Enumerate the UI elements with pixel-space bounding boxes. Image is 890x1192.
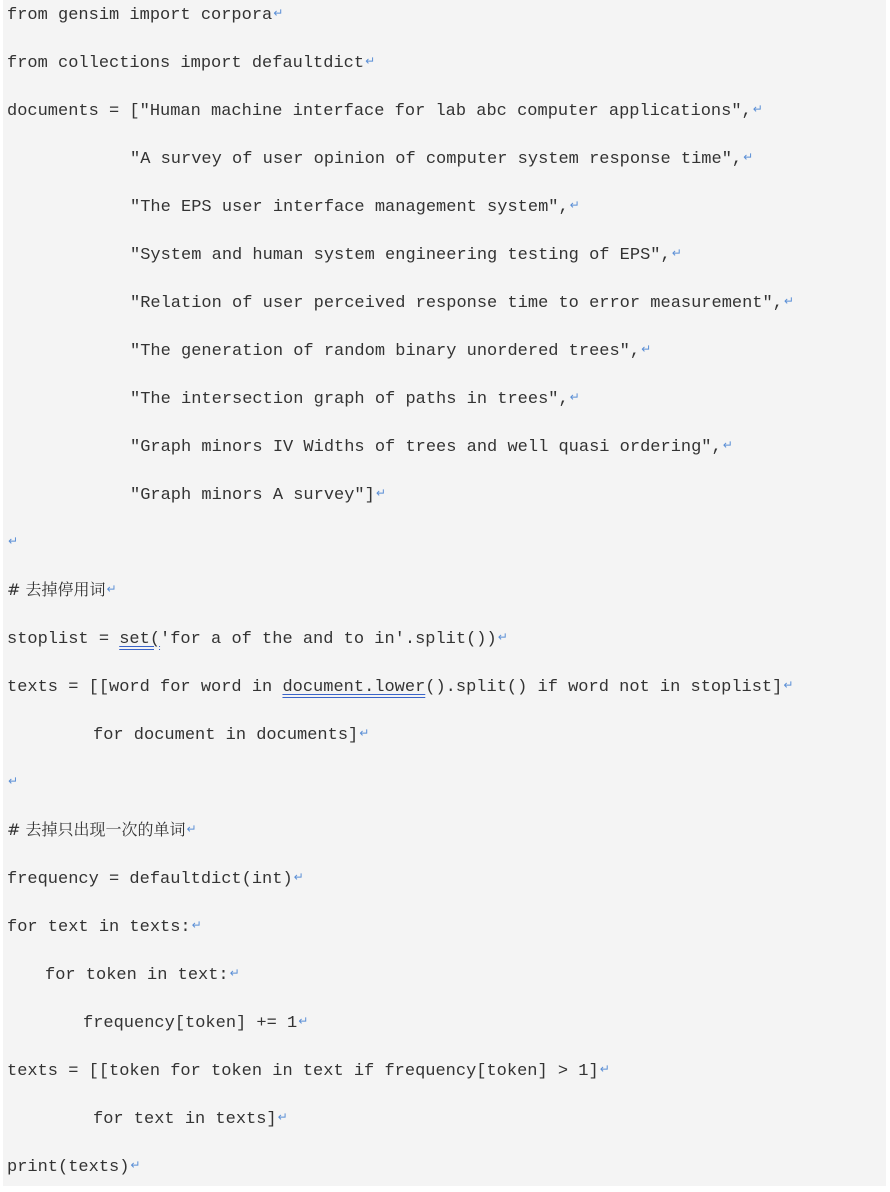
code-line — [93, 1105, 288, 1129]
line-text: for document in documents] — [93, 726, 359, 745]
line-text: "The generation of random binary unordered trees", — [130, 342, 641, 361]
paragraph-mark-icon: ↵ — [569, 198, 580, 212]
paragraph-mark-icon: ↵ — [229, 966, 240, 980]
paragraph-mark-icon: ↵ — [375, 486, 386, 500]
code-line — [130, 145, 753, 169]
line-text: "The intersection graph of paths in trees", — [130, 390, 569, 409]
code-line — [130, 337, 651, 361]
line-text: documents = ["Human machine interface for lab abc computer applications", — [7, 102, 752, 121]
code-line — [130, 385, 580, 409]
paragraph-mark-icon: ↵ — [191, 918, 202, 932]
code-line — [45, 961, 240, 985]
paragraph-mark-icon: ↵ — [783, 678, 794, 692]
paragraph-mark-icon: ↵ — [783, 294, 794, 308]
paragraph-mark-icon: ↵ — [298, 1014, 309, 1028]
line-text: "The EPS user interface management system", — [130, 198, 569, 217]
code-line — [130, 433, 733, 457]
comment-line — [7, 577, 117, 601]
paragraph-mark-icon: ↵ — [8, 774, 19, 788]
blank-line — [7, 529, 18, 553]
line-text: "A survey of user opinion of computer system response time", — [130, 150, 743, 169]
code-line — [7, 49, 375, 73]
line-text: from collections import defaultdict — [7, 54, 365, 73]
comment-line — [7, 817, 197, 841]
spellcheck-underline: set( — [119, 630, 161, 649]
paragraph-mark-icon: ↵ — [671, 246, 682, 260]
code-line — [7, 865, 304, 889]
line-text: texts = [[word for word in document.lower().split() if word not in stoplist] — [7, 678, 783, 697]
paragraph-mark-icon: ↵ — [365, 54, 376, 68]
paragraph-mark-icon: ↵ — [8, 534, 19, 548]
line-text: print(texts) — [7, 1158, 130, 1177]
paragraph-mark-icon: ↵ — [106, 582, 117, 596]
line-text: "Graph minors IV Widths of trees and well quasi ordering", — [130, 438, 722, 457]
line-text: from gensim import corpora — [7, 6, 273, 25]
code-line — [7, 1153, 140, 1177]
code-line — [83, 1009, 308, 1033]
code-line — [130, 241, 682, 265]
line-text: for text in texts: — [7, 918, 191, 937]
line-text: texts = [[token for token in text if frequency[token] > 1] — [7, 1062, 599, 1081]
paragraph-mark-icon: ↵ — [569, 390, 580, 404]
line-text: # 去掉只出现一次的单词 — [7, 820, 186, 839]
paragraph-mark-icon: ↵ — [497, 630, 508, 644]
code-line — [130, 481, 386, 505]
paragraph-mark-icon: ↵ — [743, 150, 754, 164]
paragraph-mark-icon: ↵ — [359, 726, 370, 740]
code-line — [7, 913, 202, 937]
line-text: "Graph minors A survey"] — [130, 486, 375, 505]
blank-line — [7, 769, 18, 793]
paragraph-mark-icon: ↵ — [130, 1158, 141, 1172]
code-line — [7, 1057, 610, 1081]
paragraph-mark-icon: ↵ — [277, 1110, 288, 1124]
code-line — [7, 1, 283, 25]
code-line — [93, 721, 369, 745]
line-text: for token in text: — [45, 966, 229, 985]
line-text: frequency = defaultdict(int) — [7, 870, 293, 889]
paragraph-mark-icon: ↵ — [752, 102, 763, 116]
line-text: for text in texts] — [93, 1110, 277, 1129]
code-line — [7, 97, 763, 121]
code-document — [3, 0, 886, 1186]
code-line — [7, 673, 793, 697]
spellcheck-underline: document.lower — [282, 678, 426, 697]
code-line — [130, 289, 794, 313]
line-text: "System and human system engineering testing of EPS", — [130, 246, 671, 265]
paragraph-mark-icon: ↵ — [722, 438, 733, 452]
line-text: frequency[token] += 1 — [83, 1014, 298, 1033]
paragraph-mark-icon: ↵ — [186, 822, 197, 836]
line-text: stoplist = set('for a of the and to in'.split()) — [7, 630, 497, 649]
paragraph-mark-icon: ↵ — [293, 870, 304, 884]
paragraph-mark-icon: ↵ — [641, 342, 652, 356]
paragraph-mark-icon: ↵ — [599, 1062, 610, 1076]
paragraph-mark-icon: ↵ — [273, 6, 284, 20]
code-line — [7, 625, 508, 649]
line-text: "Relation of user perceived response time to error measurement", — [130, 294, 783, 313]
line-text: # 去掉停用词 — [7, 580, 106, 599]
code-line — [130, 193, 580, 217]
